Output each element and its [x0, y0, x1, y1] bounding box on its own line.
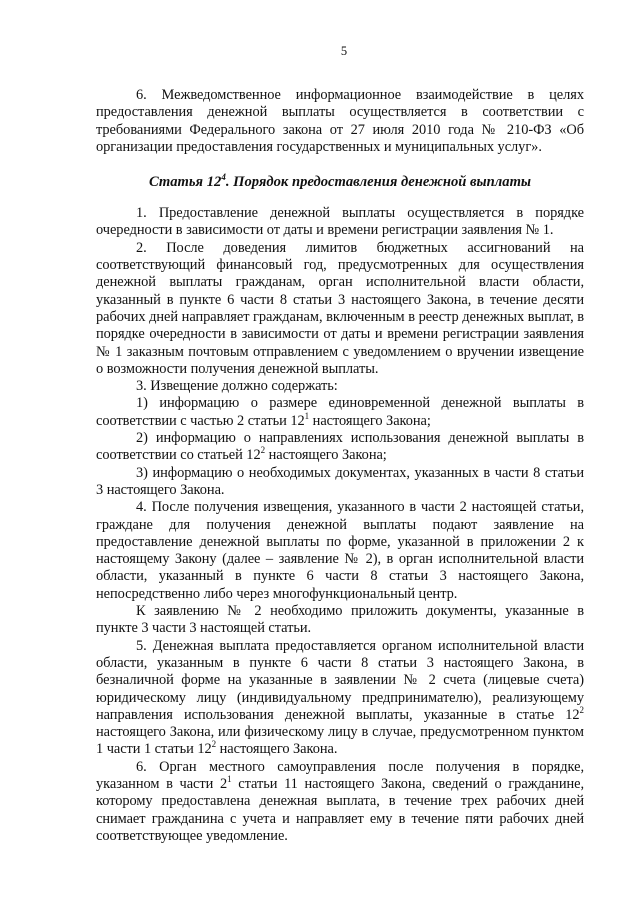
- paragraph-6: [96, 759, 584, 845]
- article-title-sup: 4: [221, 172, 226, 183]
- paragraph-6-text: 6. Орган местного самоуправления после получения в порядке, указанном в части 2: [96, 758, 584, 792]
- article-title-prefix: Статья 12: [148, 174, 222, 191]
- paragraph-5-tail: настоящего Закона.: [216, 741, 338, 758]
- paragraph-3: 3. Извещение должно содержать:: [136, 378, 338, 395]
- paragraph-interagency: 6. Межведомственное информационное взаимодействие в целях предоставления денежной выплаты осуществляется в соответствии с требованиями Федерального закона от 27 июля 2010 года № 210-ФЗ «Об организации предоставления государственных и муниципальных услуг».: [96, 87, 584, 155]
- paragraph-3-2-tail: настоящего Закона;: [265, 447, 387, 464]
- paragraph-4: 4. После получения извещения, указанного в части 2 настоящей статьи, граждане для получения денежной выплаты подают заявление на предоставление денежной выплаты по форме, указанной в приложении 2 к настоящему Закону (далее – заявление № 2), в орган исполнительной власти области, указанный в пункте 6 части 8 статьи 3 настоящего Закона, непосредственно либо через многофункциональный центр.: [96, 499, 584, 602]
- paragraph-6-tail: статьи 11 настоящего Закона, сведений о гражданине, которому предоставлена денежная выплата, в течение трех рабочих дней снимает гражданина с учета и направляет ему в течение пяти рабочих дней соответствующее уведомление.: [96, 775, 585, 844]
- paragraph-3-2: [96, 430, 584, 465]
- paragraph-3-2-sup: 2: [260, 445, 266, 456]
- paragraph-3-1-sup: 1: [304, 410, 310, 421]
- paragraph-4-attachment: К заявлению № 2 необходимо приложить документы, указанные в пункте 3 части 3 настоящей статьи.: [96, 603, 584, 637]
- paragraph-3-2-text: 2) информацию о направлениях использования денежной выплаты в соответствии со статьей 12: [96, 430, 584, 464]
- page-number: 5: [340, 44, 348, 58]
- paragraph-3-3: 3) информацию о необходимых документах, указанных в части 8 статьи 3 настоящего Закона.: [96, 464, 584, 498]
- paragraph-3-1-text: 1) информацию о размере единовременной денежной выплаты в соответствии с частью 2 статьи 12: [96, 395, 584, 429]
- paragraph-5-mid: настоящего Закона, или физическому лицу в случае, предусмотренном пунктом 1 части 1 статьи 12: [96, 724, 584, 758]
- paragraph-5: [96, 638, 584, 759]
- article-title: [96, 174, 584, 191]
- article-title-suffix: . Порядок предоставления денежной выплаты: [225, 174, 532, 191]
- paragraph-3-1-tail: настоящего Закона;: [309, 412, 431, 429]
- paragraph-5-text: 5. Денежная выплата предоставляется органом исполнительной власти области, указанным в пункте 6 части 8 статьи 3 настоящего Закона, в безналичной форме на указанные в заявлении № 2 счета (лицевые счета) юридическому лицу (индивидуальному предпринимателю), реализующему направления использования денежной выплаты, указанные в статье 12: [96, 637, 584, 723]
- paragraph-5-sup-2: 2: [211, 739, 217, 750]
- paragraph-1: 1. Предоставление денежной выплаты осуществляется в порядке очередности в зависимости от даты и времени регистрации заявления № 1.: [96, 205, 584, 239]
- paragraph-2: 2. После доведения лимитов бюджетных ассигнований на соответствующий финансовый год, предусмотренных для осуществления денежной выплаты гражданам, орган исполнительной власти области, указанный в пункте 6 части 8 статьи 3 настоящего Закона, в течение десяти рабочих дней направляет гражданам, включенным в реестр денежных выплат, в порядке очередности в зависимости от даты и времени регистрации заявления № 1 заказным почтовым отправлением с уведомлением о вручении извещение о возможности получения денежной выплаты.: [96, 239, 584, 377]
- paragraph-3-1: [96, 395, 584, 430]
- paragraph-5-sup-1: 2: [579, 705, 584, 715]
- paragraph-6-sup: 1: [227, 774, 232, 785]
